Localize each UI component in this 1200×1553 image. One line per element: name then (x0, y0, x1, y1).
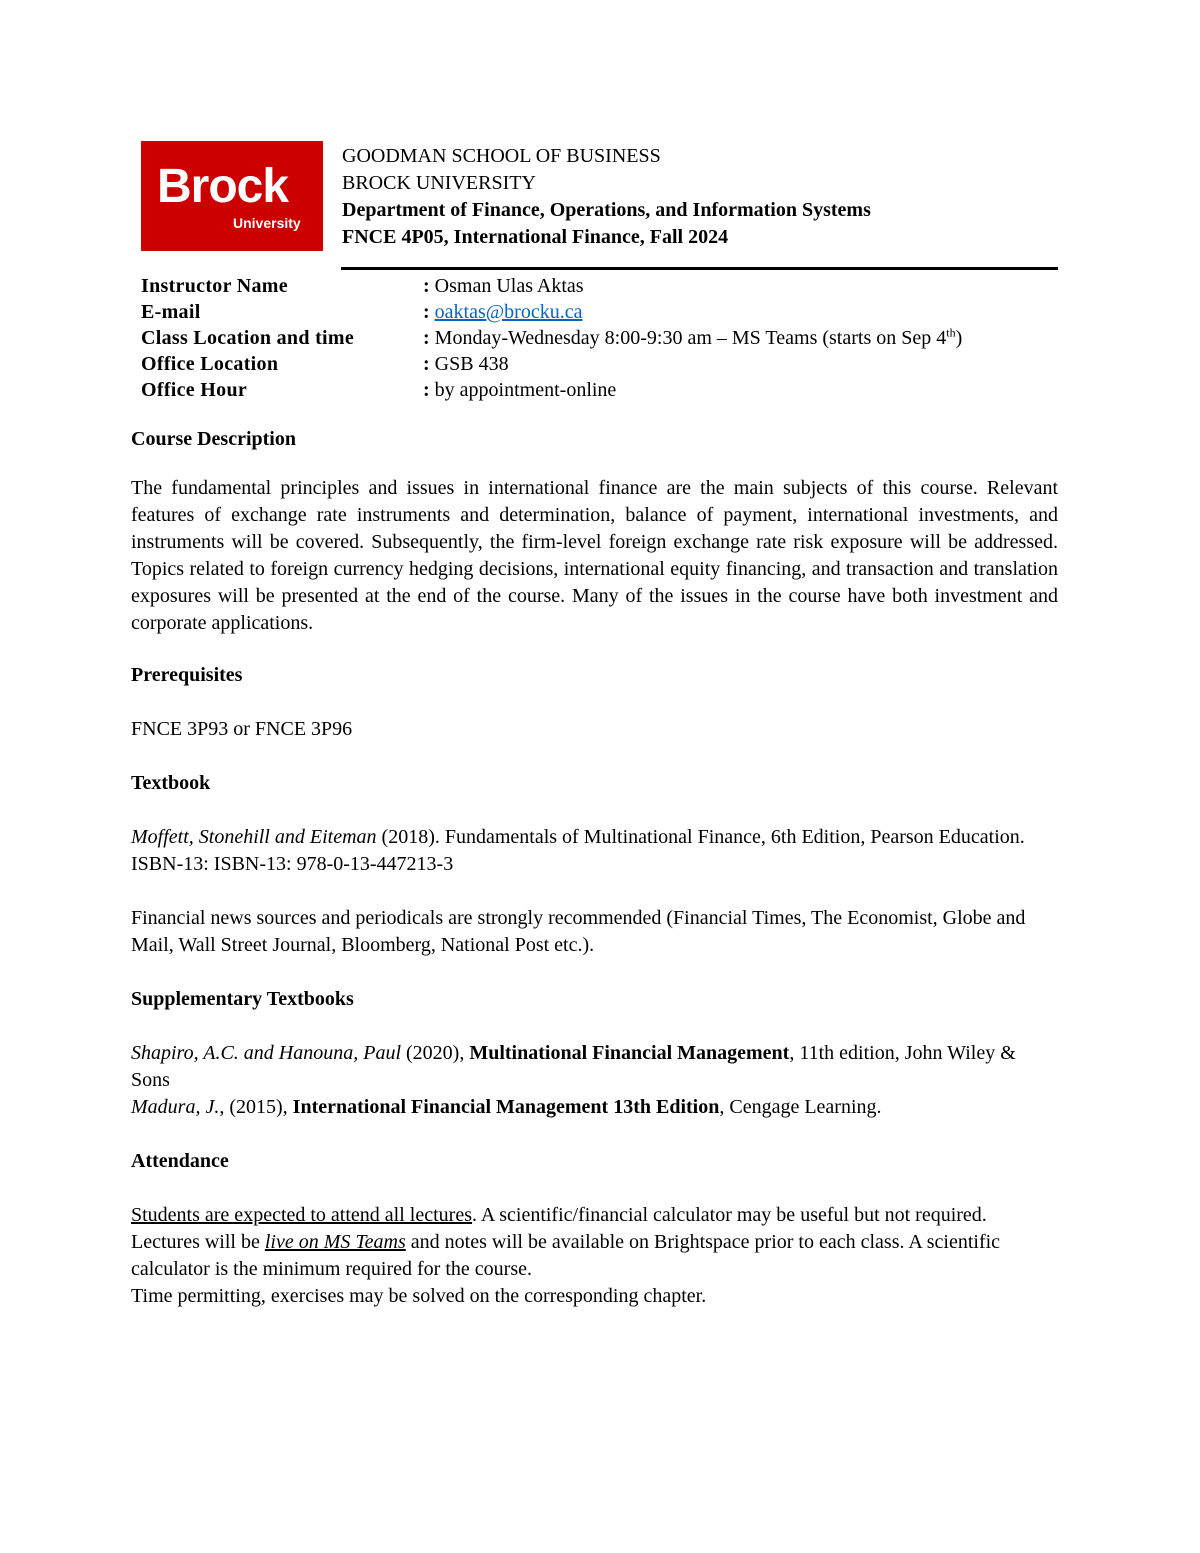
class-end: ) (955, 327, 963, 349)
university-name: BROCK UNIVERSITY (342, 172, 536, 194)
instructor-value: Osman Ulas Aktas (434, 275, 584, 297)
book1-rest: , 11th edition, John Wiley & Sons (131, 1042, 1016, 1091)
logo-sub: University (233, 215, 301, 231)
school-name: GOODMAN SCHOOL OF BUSINESS (342, 145, 661, 167)
book2-year: , (2015), (219, 1096, 293, 1118)
book2-rest: , Cengage Learning. (719, 1096, 882, 1118)
supplementary-heading: Supplementary Textbooks (131, 988, 354, 1010)
colon: : (423, 327, 430, 349)
hour-label: Office Hour (141, 379, 248, 401)
class-value: Monday-Wednesday 8:00-9:30 am – MS Teams (starts on Sep 4 (434, 327, 947, 349)
attendance-part2: and notes will be available on Brightspace prior to each class. A scientific calculator is the minimum required for the course. (131, 1231, 1001, 1280)
email-link[interactable]: oaktas@brocku.ca (434, 301, 583, 323)
course-title: FNCE 4P05, International Finance, Fall 2024 (342, 226, 729, 248)
info-row-instructor (141, 273, 962, 299)
prerequisites-text: FNCE 3P93 or FNCE 3P96 (131, 718, 353, 740)
colon: : (423, 275, 430, 297)
supplementary-book-2 (131, 1094, 1058, 1121)
info-row-office (141, 351, 962, 377)
colon: : (423, 379, 430, 401)
info-row-hour (141, 377, 962, 403)
info-row-email (141, 299, 962, 325)
department-name: Department of Finance, Operations, and Information Systems (342, 199, 871, 221)
supplementary-book-1 (131, 1040, 1058, 1094)
attendance-live: live on MS Teams (264, 1231, 406, 1253)
email-label: E-mail (141, 301, 201, 323)
document-header (342, 143, 871, 251)
textbook-heading: Textbook (131, 772, 211, 794)
textbook-authors: Moffett, Stonehill and Eiteman (131, 826, 377, 848)
attendance-heading: Attendance (131, 1150, 229, 1172)
brock-logo (141, 141, 323, 251)
book1-year: (2020), (401, 1042, 470, 1064)
office-label: Office Location (141, 353, 279, 375)
office-value: GSB 438 (434, 353, 509, 375)
book1-authors: Shapiro, A.C. and Hanouna, Paul (131, 1042, 402, 1064)
course-description-heading: Course Description (131, 428, 296, 450)
attendance-line2: Time permitting, exercises may be solved on the corresponding chapter. (131, 1285, 707, 1307)
header-divider (341, 267, 1058, 270)
course-info-table (141, 273, 962, 403)
class-sup: th (946, 325, 956, 340)
colon: : (423, 301, 430, 323)
hour-value: by appointment-online (434, 379, 617, 401)
attendance-part1: . A scientific/financial calculator may be useful but not required. Lectures will be (131, 1204, 987, 1253)
info-row-class (141, 325, 962, 351)
instructor-label: Instructor Name (141, 275, 288, 297)
course-description-text: The fundamental principles and issues in international finance are the main subjects of this course. Relevant features of exchange rate instruments and determination, balance of payment, international investments, and instruments will be covered. Subsequently, the firm-level foreign exchange rate risk exposure will be addressed. Topics related to foreign currency hedging decisions, international equity financing, and transaction and translation exposures will be presented at the end of the course. Many of the issues in the course have both investment and corporate applications. (131, 477, 1058, 634)
logo-word: Brock (157, 160, 289, 213)
class-label: Class Location and time (141, 327, 355, 349)
news-sources-text: Financial news sources and periodicals are strongly recommended (Financial Times, The Economist, Globe and Mail, Wall Street Journal, Bloomberg, National Post etc.). (131, 907, 1026, 956)
book1-title: Multinational Financial Management (469, 1042, 790, 1064)
syllabus-body (131, 426, 1058, 1310)
book2-authors: Madura, J. (131, 1096, 220, 1118)
textbook-citation (131, 824, 1058, 878)
prerequisites-heading: Prerequisites (131, 664, 243, 686)
book2-title: International Financial Management 13th Edition (292, 1096, 720, 1118)
textbook-details: (2018). Fundamentals of Multinational Finance, 6th Edition, Pearson Education. ISBN-13: ISBN-13: 978-0-13-447213-3 (131, 826, 1025, 875)
colon: : (423, 353, 430, 375)
attendance-underlined: Students are expected to attend all lectures (131, 1204, 472, 1226)
attendance-text (131, 1202, 1058, 1283)
